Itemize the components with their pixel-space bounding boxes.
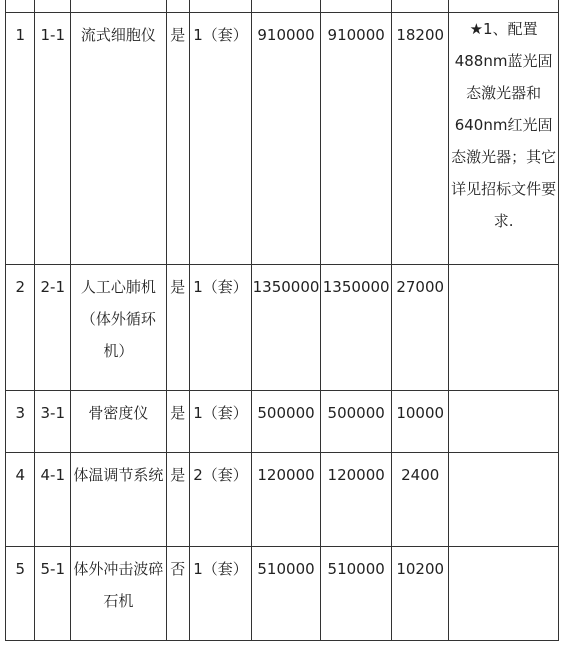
total-price: 910000 [327, 26, 385, 44]
table-row [6, 13, 559, 265]
unit-price: 500000 [257, 404, 315, 422]
row-index: 2 [15, 278, 25, 296]
quantity: 1（套） [193, 26, 248, 44]
table-row [6, 547, 559, 641]
item-code: 2-1 [40, 278, 65, 296]
imported-flag: 是 [170, 466, 186, 484]
total-price: 510000 [327, 560, 385, 578]
deposit: 10200 [396, 560, 445, 578]
unit-price: 1350000 [252, 278, 320, 296]
total-price: 120000 [327, 466, 385, 484]
total-price: 500000 [327, 404, 385, 422]
table-header-stub [6, 0, 559, 13]
item-code: 5-1 [40, 560, 65, 578]
item-name: 人工心肺机（体外循环机） [80, 278, 156, 360]
quantity: 1（套） [193, 278, 248, 296]
imported-flag: 是 [170, 278, 186, 296]
unit-price: 120000 [257, 466, 315, 484]
table-row [6, 265, 559, 391]
row-index: 4 [15, 466, 25, 484]
row-index: 1 [15, 26, 25, 44]
empty-note-cell [449, 391, 559, 453]
row-index: 3 [15, 404, 25, 422]
total-price: 1350000 [322, 278, 390, 296]
table-row [6, 391, 559, 453]
deposit: 27000 [396, 278, 445, 296]
item-name: 体温调节系统 [73, 466, 164, 484]
row-index: 5 [15, 560, 25, 578]
item-name: 骨密度仪 [88, 404, 149, 422]
requirement-note: ★1、配置488nm蓝光固态激光器和640nm红光固态激光器；其它详见招标文件要求. [449, 13, 559, 265]
quantity: 1（套） [193, 404, 248, 422]
unit-price: 910000 [257, 26, 315, 44]
quantity: 1（套） [193, 560, 248, 578]
imported-flag: 是 [170, 404, 186, 422]
empty-note-cell [449, 453, 559, 547]
empty-note-cell [449, 547, 559, 641]
procurement-table [5, 0, 559, 641]
imported-flag: 是 [170, 26, 186, 44]
item-name: 流式细胞仪 [80, 26, 156, 44]
item-code: 1-1 [40, 26, 65, 44]
unit-price: 510000 [257, 560, 315, 578]
item-code: 4-1 [40, 466, 65, 484]
deposit: 18200 [396, 26, 445, 44]
table-row [6, 453, 559, 547]
quantity: 2（套） [193, 466, 248, 484]
deposit: 10000 [396, 404, 445, 422]
empty-note-cell [449, 265, 559, 391]
item-name: 体外冲击波碎石机 [73, 560, 164, 610]
item-code: 3-1 [40, 404, 65, 422]
deposit: 2400 [401, 466, 440, 484]
imported-flag: 否 [170, 560, 186, 578]
